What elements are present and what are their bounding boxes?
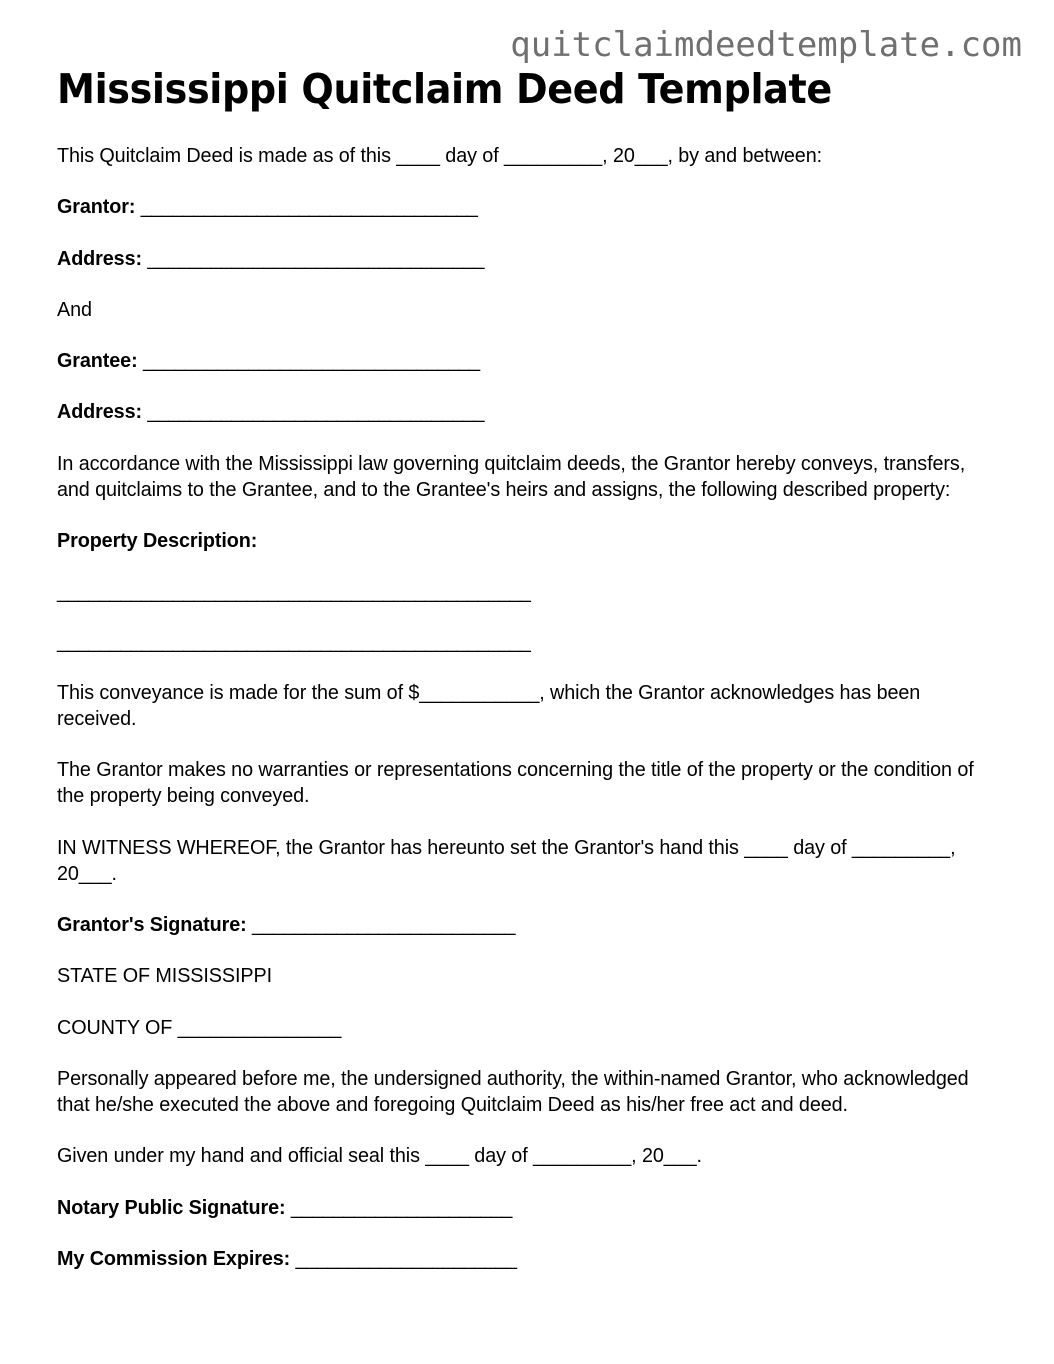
notary-signature-label: Notary Public Signature: bbox=[57, 1195, 286, 1219]
notary-acknowledgement: Personally appeared before me, the undersigned authority, the within-named Grantor, who acknowledged that he/she executed the above and foregoing Quitclaim Deed as his/her free act and deed. bbox=[57, 1066, 969, 1117]
commission-expires-blank[interactable]: _____________________ bbox=[295, 1246, 517, 1270]
notary-signature-field bbox=[57, 1195, 987, 1221]
site-watermark: quitclaimdeedtemplate.com bbox=[510, 25, 1022, 65]
grantor-signature-label: Grantor's Signature: bbox=[57, 913, 247, 937]
property-description-blank-2[interactable]: _____________________________________________ bbox=[57, 630, 531, 654]
property-description-heading bbox=[57, 528, 987, 554]
grantor-address-label: Address: bbox=[57, 246, 142, 270]
conveyance-clause: In accordance with the Mississippi law governing quitclaim deeds, the Grantor hereby conveys, transfers, and quitclaims to the Grantee, and to the Grantee's heirs and assigns, the following described property: bbox=[57, 451, 966, 501]
grantor-label: Grantor: bbox=[57, 195, 136, 219]
sum-clause: This conveyance is made for the sum of $___________, which the Grantor acknowledges has been received. bbox=[57, 680, 921, 730]
county-line[interactable]: COUNTY OF _______________ bbox=[57, 1015, 342, 1039]
grantor-address-blank[interactable]: ________________________________ bbox=[147, 246, 485, 270]
state-line: STATE OF MISSISSIPPI bbox=[57, 964, 272, 988]
notary-signature-blank[interactable]: _____________________ bbox=[290, 1195, 512, 1219]
warranty-clause: The Grantor makes no warranties or representations concerning the title of the property or the condition of the property being conveyed. bbox=[57, 758, 974, 808]
grantee-blank[interactable]: ________________________________ bbox=[143, 349, 480, 373]
and-connector: And bbox=[57, 297, 92, 321]
grantee-field bbox=[57, 348, 987, 374]
grantor-signature-blank[interactable]: _________________________ bbox=[252, 913, 516, 937]
grantee-label: Grantee: bbox=[57, 349, 138, 373]
page-title: Mississippi Quitclaim Deed Template bbox=[57, 65, 832, 113]
grantor-blank[interactable]: ________________________________ bbox=[140, 195, 478, 219]
grantor-field bbox=[57, 194, 987, 220]
grantor-signature-field bbox=[57, 912, 987, 938]
commission-expires-label: My Commission Expires: bbox=[57, 1246, 291, 1270]
commission-expires-field bbox=[57, 1246, 987, 1272]
seal-clause: Given under my hand and official seal this ____ day of _________, 20___. bbox=[57, 1144, 702, 1168]
witness-clause: IN WITNESS WHEREOF, the Grantor has hereunto set the Grantor's hand this ____ day of _________, 20___. bbox=[57, 835, 956, 885]
grantee-address-label: Address: bbox=[57, 400, 142, 424]
grantee-address-field bbox=[57, 399, 987, 425]
intro-paragraph: This Quitclaim Deed is made as of this ____ day of _________, 20___, by and between: bbox=[57, 144, 823, 168]
property-description-label: Property Description: bbox=[57, 529, 258, 553]
grantor-address-field bbox=[57, 246, 987, 272]
grantee-address-blank[interactable]: ________________________________ bbox=[147, 400, 485, 424]
property-description-blank-1[interactable]: _____________________________________________ bbox=[57, 580, 531, 604]
document-body bbox=[57, 66, 987, 1297]
